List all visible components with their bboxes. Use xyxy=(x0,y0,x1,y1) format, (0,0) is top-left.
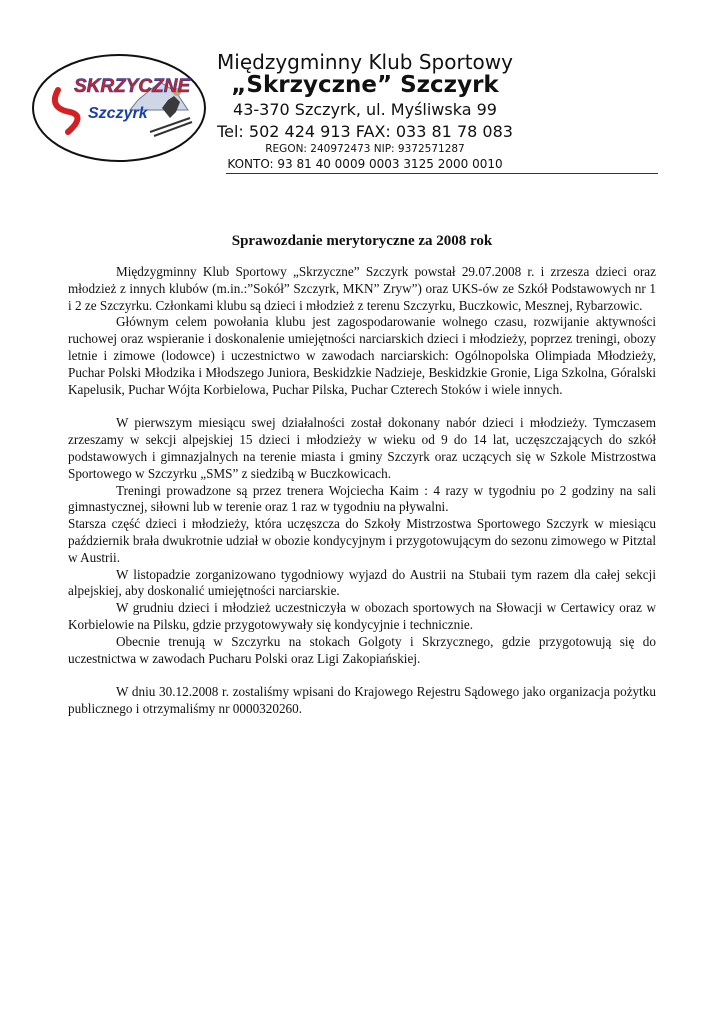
header-divider xyxy=(226,173,658,174)
header-club-title: „Skrzyczne” Szczyrk xyxy=(231,72,499,98)
document-body xyxy=(68,264,656,718)
document-title: Sprawozdanie merytoryczne za 2008 rok xyxy=(231,233,493,249)
club-logo xyxy=(30,52,208,164)
paragraph: Obecnie trenują w Szczyrku na stokach Golgoty i Skrzycznego, gdzie przygotowują się do uczestnictwa w zawodach Pucharu Polski oraz Ligi Zakopiańskiej. xyxy=(68,633,656,666)
paragraph: Głównym celem powołania klubu jest zagospodarowanie wolnego czasu, rozwijanie aktywności ruchowej oraz wspieranie i doskonalenie umiejętności narciarskich dzieci i młodzieży, poprzez treningi, obozy letnie i zimowe (lodowce) i uczestnictwo w zawodach narciarskich: Ogólnopolska Olimpiada Młodzieży, Puchar Polski Młodzika i Młodszego Juniora, Beskidzkie Nadzieje, Beskidzkie Gronie, Liga Szkolna, Góralski Kapelusik, Puchar Wójta Korbielowa, Puchar Pilska, Puchar Czterech Stoków i wiele innych. xyxy=(68,314,656,397)
paragraph: Międzygminny Klub Sportowy „Skrzyczne” Szczyrk powstał 29.07.2008 r. i zrzesza dzieci oraz młodzież z innych klubów (m.in.:”Sokół” Szczyrk, MKN” Zryw”) oraz UKS-ów ze Szkół Podstawowych nr 1 i 2 ze Szczyrku. Członkami klubu są dzieci i młodzież z terenu Szczyrku, Buczkowic, Mesznej, Rybarzowic. xyxy=(68,264,656,313)
header-regon-nip: REGON: 240972473 NIP: 9372571287 xyxy=(265,143,465,155)
paragraph: Starsza część dzieci i młodzieży, która uczęszcza do Szkoły Mistrzostwa Sportowego Szczyrk w miesiącu październik brała dwukrotnie udział w obozie kondycyjnym i przygotowującym do sezonu zimowego w Pitztal w Austrii. xyxy=(68,516,656,565)
paragraph: W dniu 30.12.2008 r. zostaliśmy wpisani do Krajowego Rejestru Sądowego jako organizacja pożytku publicznego i otrzymaliśmy nr 0000320260. xyxy=(68,684,656,717)
header-phone-fax: Tel: 502 424 913 FAX: 033 81 78 083 xyxy=(217,122,513,141)
logo-text-bottom: Szczyrk xyxy=(88,105,148,122)
paragraph: W listopadzie zorganizowano tygodniowy wyjazd do Austrii na Stubaii tym razem dla całej sekcji alpejskiej, aby doskonalić umiejętności narciarskie. xyxy=(68,566,656,599)
logo-text-top: SKRZYCZNE xyxy=(74,76,191,97)
paragraph: W grudniu dzieci i młodzież uczestniczyła w obozach sportowych na Słowacji w Certawicy oraz w Korbielowie na Pilsku, gdzie przygotowywały się kondycyjnie i technicznie. xyxy=(68,600,656,632)
header-club-name: Międzygminny Klub Sportowy xyxy=(217,50,513,74)
paragraph: W pierwszym miesiącu swej działalności został dokonany nabór dzieci i młodzieży. Tymczasem zrzeszamy w sekcji alpejskiej 15 dzieci i młodzieży w wieku od 9 do 14 lat, uczęszczających do szkół podstawowych i gimnazjalnych na terenie miasta i gminy Szczyrk oraz uczących się w Szkole Mistrzostwa Sportowego w Szczyrku „SMS” z siedzibą w Buczkowicach. xyxy=(68,415,656,481)
header-address: 43-370 Szczyrk, ul. Myśliwska 99 xyxy=(233,100,497,119)
header-bank-account: KONTO: 93 81 40 0009 0003 3125 2000 0010 xyxy=(227,157,503,171)
paragraph: Treningi prowadzone są przez trenera Wojciecha Kaim : 4 razy w tygodniu po 2 godziny na sali gimnastycznej, siłowni lub w terenie oraz 1 raz w tygodniu na pływalni. xyxy=(68,482,656,515)
